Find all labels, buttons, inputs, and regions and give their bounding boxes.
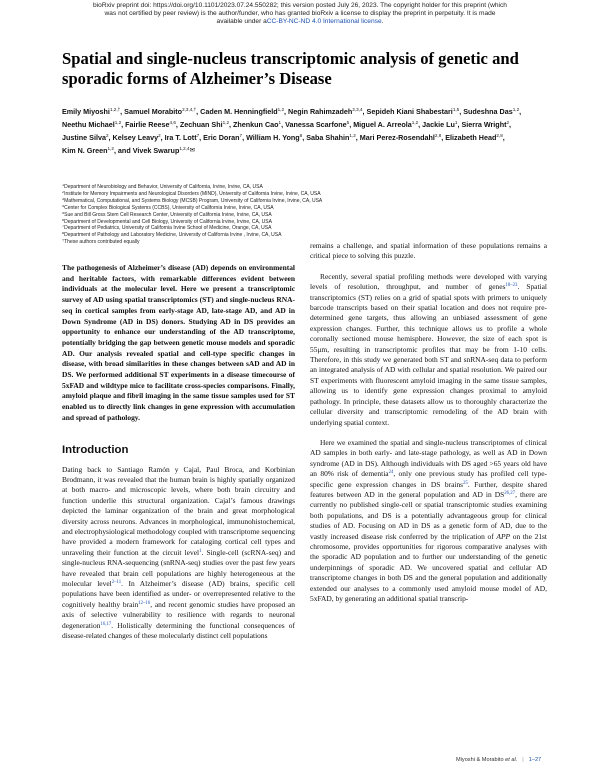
author-separator: , (509, 120, 512, 129)
notice-line-1: bioRxiv preprint doi: https://doi.org/10.1101/2023.07.24.550282; this version posted July 26, 2023. The copyright holder for this preprint (which (93, 2, 507, 9)
affiliation-number: 6 (62, 218, 65, 222)
author-affiliation: 2,8 (496, 133, 503, 138)
author-name: Kim N. Green (62, 146, 108, 155)
affiliation-number: 8 (62, 232, 65, 236)
text-run: . Single-cell (scRNA-seq) and single-nucleus RNA-sequencing (snRNA-seq) studies over the past few years have revealed that brain cell populations are highly heterogeneous at the molecular level (62, 547, 295, 589)
citation-ref[interactable]: 18–23 (505, 283, 518, 289)
author (62, 120, 123, 129)
author-name: Emily Miyoshi (62, 107, 110, 116)
author-separator: , (441, 133, 444, 142)
notice-line-3 (0, 18, 600, 26)
left-column (62, 263, 295, 641)
author (246, 133, 304, 142)
author-name: Vanessa Scarfone (285, 120, 347, 129)
citation-ref[interactable]: 1 (199, 548, 202, 554)
author-affiliation: 7 (239, 133, 243, 138)
author-affiliation: 2 (105, 133, 109, 138)
author-affiliation: 1 (278, 120, 282, 125)
author-separator: , (284, 107, 286, 116)
affiliation-number: 5 (62, 211, 65, 215)
author-affiliation: 7 (196, 133, 200, 138)
author-name: Eric Doran (203, 133, 240, 142)
author-name: Miguel A. Arreola (353, 120, 412, 129)
author (113, 133, 163, 142)
affiliation (62, 225, 550, 232)
author-separator: , (121, 120, 124, 129)
footer-authors: Miyoshi & Morabito (456, 757, 506, 763)
affiliation-list (62, 184, 550, 246)
author-affiliation: 5 (346, 120, 350, 125)
author-separator: , (281, 120, 284, 129)
author (62, 133, 111, 142)
author (125, 120, 178, 129)
affiliation-text: Center for Complex Biological Systems (CCBS), University of California Irvine, Irvine, CA, USA (64, 204, 274, 211)
affiliation (62, 184, 550, 191)
notice-line-3-suffix: . (381, 18, 384, 26)
author-name: Saba Shahin (306, 133, 350, 142)
affiliation-text: These authors contributed equally (64, 239, 140, 246)
author (180, 120, 231, 129)
author (353, 120, 420, 129)
author (233, 120, 283, 129)
text-run: . Spatial transcriptomics (ST) relies on a grid of spatial spots with primers to uniquely barcode transcripts based on their spatial location and does not require pre-determined gene targets, thus allowing an unbiased assessment of gene expression changes. Further, this technique allows us to profile a whole coronally sectioned mouse hemisphere. However, the size of each spot is 55μm, resulting in transcriptomic profiles that may be from 1-10 cells. Therefore, in this study we generated both ST and snRNA-seq data to perform an integrated analysis of AD with cellular and spatial resolution. We paired our ST experiments with fluorescent amyloid imaging in the same tissue samples, allowing us to identify gene expression changes proximal to amyloid pathology. In principle, these datasets allow us to thoroughly characterize the cellular diversity and transcriptomic remodeling of the AD brain with underlying spatial context. (310, 282, 547, 427)
author-name: Zechuan Shi (179, 120, 223, 129)
author-name: Sepideh Kiani Shabestari (366, 107, 453, 116)
author-affiliation: 1,2 (411, 120, 419, 125)
affiliation-text: Institute for Memory Impairments and Neurological Disorders (MIND), University of California Irvine, Irvine, CA, USA (64, 190, 321, 197)
affiliation (62, 232, 550, 239)
author-separator: , (120, 107, 123, 116)
affiliation-text: Department of Pathology and Laboratory Medicine, University of California Irvine , Irvine, CA, USA (64, 232, 282, 239)
citation-ref[interactable]: 25 (463, 480, 468, 486)
author-affiliation: 1,2,† (109, 107, 121, 112)
citation-ref[interactable]: 2–11 (111, 580, 122, 586)
text-run: . Holistically determining the functional consequences of disease-related changes of these molecularly distinct cell populations (62, 620, 295, 641)
author-name: Mari Perez-Rosendahl (359, 133, 435, 142)
text-run: , only one previous study has profiled cell type-specific gene expression changes in DS brains (310, 469, 548, 489)
author-name: Sudeshna Das (463, 107, 513, 116)
footer-etal: et al. (505, 757, 518, 763)
author-affiliation: 4,6 (169, 120, 176, 125)
author-separator: , (459, 107, 462, 116)
gene-name: APP (496, 531, 511, 541)
author (203, 133, 244, 142)
affiliation (62, 205, 550, 212)
author (124, 107, 198, 116)
paper-title: Spatial and single-nucleus transcriptomic analysis of genetic and sporadic forms of Alzheimer’s Disease (62, 49, 519, 88)
author-name: Justine Silva (62, 133, 106, 142)
author-affiliation: 1,5 (452, 107, 460, 112)
author-affiliation: 1,2,4 (179, 146, 190, 151)
author-separator: , (199, 133, 202, 142)
author (367, 107, 462, 116)
author (62, 146, 131, 155)
author (306, 133, 358, 142)
intro-continuation: remains a challenge, and spatial information of these populations remains a critical piece to solving this puzzle. (310, 241, 547, 261)
author-name: Elizabeth Head (445, 133, 497, 142)
author-separator: , (502, 133, 505, 142)
intro-paragraph-3 (310, 438, 547, 605)
affiliation-text: Department of Neurobiology and Behavior, University of California, Irvine, Irvine, CA, USA (64, 184, 263, 190)
author-name: Neethu Michael (62, 120, 115, 129)
author-name: Ira T. Lott (164, 133, 197, 142)
author (288, 107, 365, 116)
notice-line-2: was not certified by peer review) is the author/funder, who has granted bioRxiv a license to display the preprint in perpetuity. It is made (104, 10, 496, 18)
author-name: William H. Yong (246, 133, 300, 142)
text-run: Dating back to Santiago Ramón y Cajal, Paul Broca, and Korbinian Brodmann, it was revealed that the human brain is highly spatially organized at both macro- and microscopic levels, where both brain circuitry and function underlie this structural organization. Cajal’s famous drawings depicted the laminar organization of the brain and great morphological diversity across neurons. Advances in morphological, immunohistochemical, and electrophysiological methodology coupled with transcriptome sequencing have provided a modern framework for cataloging cortical cell types and unraveling their function at the circuit level (62, 464, 295, 557)
author-separator: , (196, 107, 199, 116)
citation-ref[interactable]: 12–16 (138, 600, 151, 606)
author-name: Caden M. Henningfield (200, 107, 278, 116)
author-affiliation: 2,8 (434, 133, 442, 138)
preprint-notice (0, 2, 600, 27)
page-footer (456, 757, 541, 763)
author-separator: , (108, 133, 111, 142)
affiliation-text: Department of Pediatrics, University of California Irvine School of Medicine, Orange, CA, USA (64, 225, 272, 232)
affiliation-number: 3 (62, 197, 65, 201)
author-name: Jackie Lu (422, 120, 455, 129)
author-affiliation: 2 (158, 133, 161, 138)
author-name: Sierra Wright (461, 120, 507, 129)
author-name: Negin Rahimzadeh (288, 107, 353, 116)
affiliation-number: 4 (62, 204, 65, 208)
author-affiliation: 1,2 (107, 146, 114, 151)
author-affiliation: 2 (506, 120, 510, 125)
affiliation-text: Department of Developmental and Cell Biology, University of California Irvine, Irvine, CA, USA (64, 218, 272, 225)
author-affiliation: 1,2 (512, 107, 520, 112)
author-separator: , (242, 133, 245, 142)
introduction-heading: Introduction (62, 443, 129, 456)
author-separator: , (519, 107, 522, 116)
author (422, 120, 459, 129)
affiliation (62, 198, 550, 205)
author-name: Samuel Morabito (124, 107, 183, 116)
affiliation-number: † (62, 239, 65, 243)
text-run: Recently, several spatial profiling methods were developed with varying levels of resolution, throughput, and number of genes (310, 271, 547, 292)
citation-ref[interactable]: 26,27 (504, 490, 516, 496)
author-affiliation: 1,2 (222, 120, 229, 125)
author (360, 133, 443, 142)
author-separator: , and (113, 146, 131, 155)
text-run: . In Alzheimer’s disease (AD) brains, specific cell populations have been identified as under- or overrepresented relative to the cognitively healthy brain (62, 579, 295, 609)
author-separator: , (362, 107, 365, 116)
affiliation-number: 2 (62, 190, 65, 194)
author-name: Vivek Swarup (132, 146, 180, 155)
affiliation-number: 1 (62, 184, 65, 187)
author-affiliation: 1,2 (277, 107, 284, 112)
notice-line-3-prefix: available under a (216, 18, 267, 26)
citation-ref[interactable]: 24 (388, 470, 394, 476)
author-name: Kelsey Leavy (112, 133, 159, 142)
author-name: Fairlie Reese (125, 120, 170, 129)
author-separator: , (349, 120, 352, 129)
abstract: The pathogenesis of Alzheimer’s disease (AD) depends on environmental and heritable factors, with remarkable differences evident between individuals at the molecular level. Here we present a transcriptomic survey of AD using spatial transcriptomics (ST) and single-nucleus RNA-seq in cortical samples from early-stage AD, late-stage AD, and AD in Down Syndrome (AD in DS) donors. Studying AD in DS provides an opportunity to enhance our understanding of the AD transcriptome, potentially bridging the gap between genetic mouse models and sporadic AD. Our analysis revealed spatial and cell-type specific changes in disease, with broad similarities in these changes between sAD and AD in DS. We performed additional ST experiments in a disease timecourse of 5xFAD and wildtype mice to facilitate cross-species comparisons. Finally, amyloid plaque and fibril imaging in the same tissue samples used for ST enabled us to directly link changes in gene expression with accumulation and spread of pathology. (62, 263, 295, 422)
author-separator: , (175, 120, 178, 129)
author-name: Zhenkun Cao (233, 120, 279, 129)
author-separator: , (229, 120, 231, 129)
footer-separator: | (522, 757, 524, 763)
author (200, 107, 286, 116)
text-run: on the 21st chromosome, provides opportunities for rigorous comparative analyses with the sporadic AD population and to further our understanding of the genetic underpinnings of sporadic AD. We uncovered spatial and cellular AD transcriptome changes in both DS and the general population and additionally extended our analyses to a commonly used amyloid mouse model of AD, 5xFAD, by generating an additional spatial transcrip- (310, 531, 547, 603)
author-separator: , (418, 120, 421, 129)
author-list (62, 105, 550, 157)
author (165, 133, 202, 142)
affiliation-text: Sue and Bill Gross Stem Cell Research Center, University of California Irvine, Irvine, CA, USA (64, 211, 272, 218)
author (463, 107, 521, 116)
affiliation-number: 7 (62, 225, 65, 229)
author-affiliation: 1,2 (349, 133, 356, 138)
text-run: . Further, despite shared features between AD in the general population and AD in DS (310, 479, 548, 499)
author-affiliation: 2,3,4 (352, 107, 363, 112)
author-affiliation: 1,2 (114, 120, 122, 125)
author (285, 120, 351, 129)
text-run: Here we examined the spatial and single-nucleus transcriptomes of clinical AD samples in both early- and late-stage pathology, as well as AD in Down syndrome (AD in DS). Although individuals with DS aged >65 years old have an 80% risk of dementia (310, 437, 547, 479)
text-run: , there are currently no published single-cell or spatial transcriptomic studies examining both populations, and DS is a potentially advantageous group for clinical studies of AD. Focusing on AD in DS as a genetic form of AD, due to the vastly increased disease risk conferred by the triplication of (310, 489, 548, 541)
author-affiliation: 1 (454, 120, 458, 125)
author (445, 133, 505, 142)
author (62, 107, 122, 116)
envelope-icon[interactable]: ✉ (189, 147, 195, 154)
text-run: , and recent genomic studies have proposed an axis of selective vulnerability to resilience with regards to neuronal degeneration (62, 599, 296, 630)
license-link[interactable]: CC-BY-NC-ND 4.0 International license (266, 18, 382, 26)
affiliation (62, 212, 550, 219)
author-separator: , (160, 133, 163, 142)
affiliation (62, 191, 550, 198)
right-column (310, 241, 547, 604)
author (133, 146, 195, 155)
author-separator: , (457, 120, 460, 129)
footer-pages: 1–27 (528, 757, 542, 763)
intro-paragraph-2 (310, 272, 547, 428)
author-affiliation: 2,3,4,† (182, 107, 197, 112)
citation-ref[interactable]: 16,17 (100, 621, 112, 627)
author-separator: , (355, 133, 358, 142)
author-separator: , (302, 133, 305, 142)
intro-paragraph-1 (62, 465, 295, 642)
affiliation-text: Mathematical, Computational, and Systems Biology (MCSB) Program, University of California Irvine, Irvine, CA, USA (64, 197, 323, 204)
author (461, 120, 511, 129)
author-affiliation: 8 (299, 133, 303, 138)
